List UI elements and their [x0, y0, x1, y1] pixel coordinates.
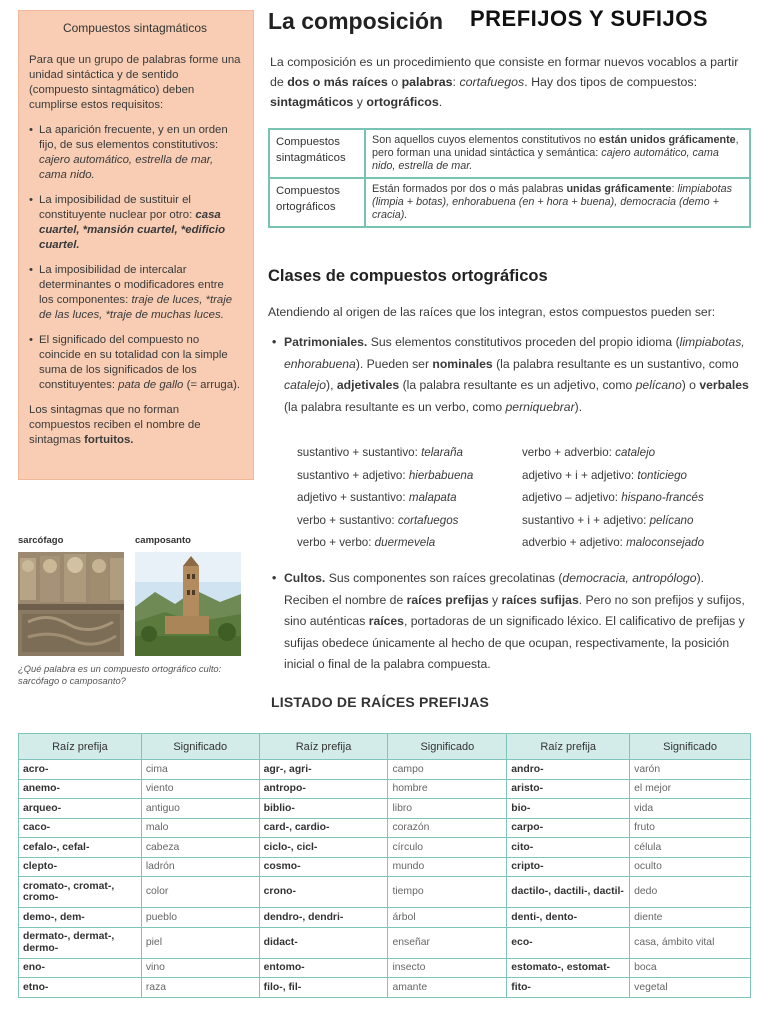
table-row: [19, 799, 751, 819]
meaning-cell: boca: [630, 958, 751, 978]
meaning-cell: oculto: [630, 857, 751, 877]
prefix-root-cell: crono-: [259, 877, 388, 908]
sarcophagus-photo: [18, 552, 124, 656]
prefix-root-cell: entomo-: [259, 958, 388, 978]
meaning-cell: corazón: [388, 818, 507, 838]
meaning-cell: amante: [388, 978, 507, 998]
meaning-cell: casa, ámbito vital: [630, 927, 751, 958]
table-row: [19, 877, 751, 908]
prefix-root-cell: estomato-, estomat-: [507, 958, 630, 978]
prefix-root-cell: caco-: [19, 818, 142, 838]
prefix-root-cell: biblio-: [259, 799, 388, 819]
list-item: adjetivo + sustantivo: malapata adjetivo – adjetivo: hispano-francés: [297, 491, 704, 504]
meaning-cell: ladrón: [141, 857, 259, 877]
prefix-root-cell: aristo-: [507, 779, 630, 799]
cultos-paragraph: • Cultos. Sus componentes son raíces grecolatinas (democracia, antropólogo). Reciben el nombre de raíces prefijas y raíces sufijas. Pero no son prefijos y sufijos, sino auténticas raíces, portadoras de un significado léxico. El calificativo de prefijas y sufijas obedece únicamente al hecho de que ocupan, respectivamente, la posición inicial o final de la palabra compuesta.: [284, 568, 752, 676]
compound-types-table: [268, 128, 751, 228]
prefix-root-cell: arqueo-: [19, 799, 142, 819]
image-label-cemetery: camposanto: [135, 535, 191, 546]
prefix-table-body: [19, 760, 751, 998]
meaning-cell: antiguo: [141, 799, 259, 819]
meaning-cell: mundo: [388, 857, 507, 877]
section-lead: Atendiendo al origen de las raíces que los integran, estos compuestos pueden ser:: [268, 305, 716, 319]
list-item: verbo + verbo: duermevela adverbio + adjetivo: maloconsejado: [297, 536, 705, 549]
prefix-root-cell: antropo-: [259, 779, 388, 799]
compound-type-name: Compuestos ortográficos: [269, 178, 365, 227]
sidebar-box: [18, 10, 254, 480]
compound-type-definition: Están formados por dos o más palabras unidas gráficamente: limpiabotas (limpia + botas), enhorabuena (en + hora + buena), democracia (demo + cracia).: [365, 178, 750, 227]
meaning-cell: malo: [141, 818, 259, 838]
column-header: Raíz prefija: [259, 734, 388, 760]
sidebar-item: • La imposibilidad de intercalar determinantes o modificadores entre los componentes: traje de luces, *traje de las luces, *traje de muchas luces.: [29, 263, 241, 323]
prefix-root-cell: ciclo-, cicl-: [259, 838, 388, 858]
table-row: [19, 838, 751, 858]
meaning-cell: campo: [388, 760, 507, 780]
meaning-cell: raza: [141, 978, 259, 998]
column-header: Significado: [630, 734, 751, 760]
prefix-root-cell: acro-: [19, 760, 142, 780]
list-item: sustantivo + sustantivo: telaraña verbo + adverbio: catalejo: [297, 446, 656, 459]
table-row: [19, 818, 751, 838]
prefix-root-cell: dermato-, dermat-, dermo-: [19, 927, 142, 958]
prefix-root-cell: dactilo-, dactili-, dactil-: [507, 877, 630, 908]
page-title: La composición: [268, 8, 444, 34]
meaning-cell: cabeza: [141, 838, 259, 858]
meaning-cell: el mejor: [630, 779, 751, 799]
meaning-cell: vino: [141, 958, 259, 978]
prefix-root-cell: denti-, dento-: [507, 908, 630, 928]
column-header: Raíz prefija: [19, 734, 142, 760]
image-caption: ¿Qué palabra es un compuesto ortográfico culto: sarcófago o camposanto?: [18, 663, 222, 686]
table-row: [19, 857, 751, 877]
prefix-root-cell: card-, cardio-: [259, 818, 388, 838]
table-row: [269, 178, 750, 227]
section-heading: Clases de compuestos ortográficos: [268, 267, 548, 285]
meaning-cell: cima: [141, 760, 259, 780]
sidebar-list: [29, 123, 241, 393]
prefix-root-cell: demo-, dem-: [19, 908, 142, 928]
meaning-cell: insecto: [388, 958, 507, 978]
column-header: Significado: [141, 734, 259, 760]
list-item: sustantivo + adjetivo: hierbabuena adjetivo + i + adjetivo: tonticiego: [297, 468, 688, 482]
prefix-root-cell: agr-, agri-: [259, 760, 388, 780]
intro-paragraph: La composición es un procedimiento que consiste en formar nuevos vocablos a partir de dos o más raíces o palabras: cortafuegos. Hay dos tipos de compuestos: sintagmáticos y ortográficos.: [270, 55, 739, 109]
table-row: [19, 978, 751, 998]
page-topic-title: PREFIJOS Y SUFIJOS: [470, 6, 709, 31]
prefix-root-cell: cromato-, cromat-, cromo-: [19, 877, 142, 908]
meaning-cell: dedo: [630, 877, 751, 908]
prefix-list-title: LISTADO DE RAÍCES PREFIJAS: [271, 694, 490, 710]
prefix-root-cell: fito-: [507, 978, 630, 998]
prefix-root-cell: anemo-: [19, 779, 142, 799]
column-header: Raíz prefija: [507, 734, 630, 760]
meaning-cell: célula: [630, 838, 751, 858]
meaning-cell: vida: [630, 799, 751, 819]
meaning-cell: tiempo: [388, 877, 507, 908]
list-item: verbo + sustantivo: cortafuegos sustantivo + i + adjetivo: pelícano: [297, 513, 694, 527]
meaning-cell: enseñar: [388, 927, 507, 958]
prefix-root-cell: eno-: [19, 958, 142, 978]
prefix-root-cell: carpo-: [507, 818, 630, 838]
table-row: [19, 908, 751, 928]
sidebar-item: • La imposibilidad de sustituir el constituyente nuclear por otro: casa cuartel, *mansión cuartel, *edificio cuartel.: [29, 193, 241, 253]
prefix-root-cell: clepto-: [19, 857, 142, 877]
prefix-root-cell: andro-: [507, 760, 630, 780]
meaning-cell: pueblo: [141, 908, 259, 928]
prefix-root-cell: cosmo-: [259, 857, 388, 877]
patrimoniales-paragraph: • Patrimoniales. Sus elementos constitutivos proceden del propio idioma (limpiabotas, enhorabuena). Pueden ser nominales (la palabra resultante es un sustantivo, como catalejo), adjetivales (la palabra resultante es un adjetivo, como pelícano) o verbales (la palabra resultante es un verbo, como perniquebrar).: [284, 332, 752, 418]
sidebar-outro: Los sintagmas que no forman compuestos reciben el nombre de sintagmas fortuitos.: [29, 404, 201, 446]
table-row: [19, 760, 751, 780]
prefix-root-cell: cripto-: [507, 857, 630, 877]
meaning-cell: color: [141, 877, 259, 908]
image-label-sarcophagus: sarcófago: [18, 535, 64, 546]
meaning-cell: varón: [630, 760, 751, 780]
sidebar-item: • La aparición frecuente, y en un orden fijo, de sus elementos constitutivos: cajero automático, estrella de mar, cama nido.: [29, 123, 241, 183]
prefix-root-cell: cito-: [507, 838, 630, 858]
meaning-cell: círculo: [388, 838, 507, 858]
column-header: Significado: [388, 734, 507, 760]
prefix-root-cell: eco-: [507, 927, 630, 958]
meaning-cell: vegetal: [630, 978, 751, 998]
prefix-root-cell: etno-: [19, 978, 142, 998]
prefix-root-cell: cefalo-, cefal-: [19, 838, 142, 858]
meaning-cell: piel: [141, 927, 259, 958]
sidebar-item: • El significado del compuesto no coincide en su totalidad con la simple suma de los significados de los constituyentes: pata de gallo (= arruga).: [29, 333, 241, 393]
table-header-row: [19, 734, 751, 760]
meaning-cell: árbol: [388, 908, 507, 928]
prefix-root-cell: filo-, fil-: [259, 978, 388, 998]
meaning-cell: libro: [388, 799, 507, 819]
prefix-root-cell: bio-: [507, 799, 630, 819]
meaning-cell: diente: [630, 908, 751, 928]
table-row: [269, 129, 750, 178]
prefix-roots-table: [18, 733, 751, 998]
table-row: [19, 958, 751, 978]
compound-type-name: Compuestos sintagmáticos: [269, 129, 365, 178]
sidebar-intro: Para que un grupo de palabras forme una unidad sintáctica y de sentido (compuesto sintagmático) deben cumplirse estos requisitos:: [29, 54, 241, 111]
compound-type-definition: Son aquellos cuyos elementos constitutivos no están unidos gráficamente, pero forman una unidad sintáctica y semántica: cajero automático, cama nido, estrella de mar.: [365, 129, 750, 178]
table-row: [19, 779, 751, 799]
compound-patterns-list: [297, 446, 757, 559]
prefix-root-cell: dendro-, dendri-: [259, 908, 388, 928]
meaning-cell: viento: [141, 779, 259, 799]
meaning-cell: hombre: [388, 779, 507, 799]
meaning-cell: fruto: [630, 818, 751, 838]
prefix-root-cell: didact-: [259, 927, 388, 958]
table-row: [19, 927, 751, 958]
cemetery-photo: [135, 552, 241, 656]
sidebar-title: Compuestos sintagmáticos: [62, 21, 208, 35]
